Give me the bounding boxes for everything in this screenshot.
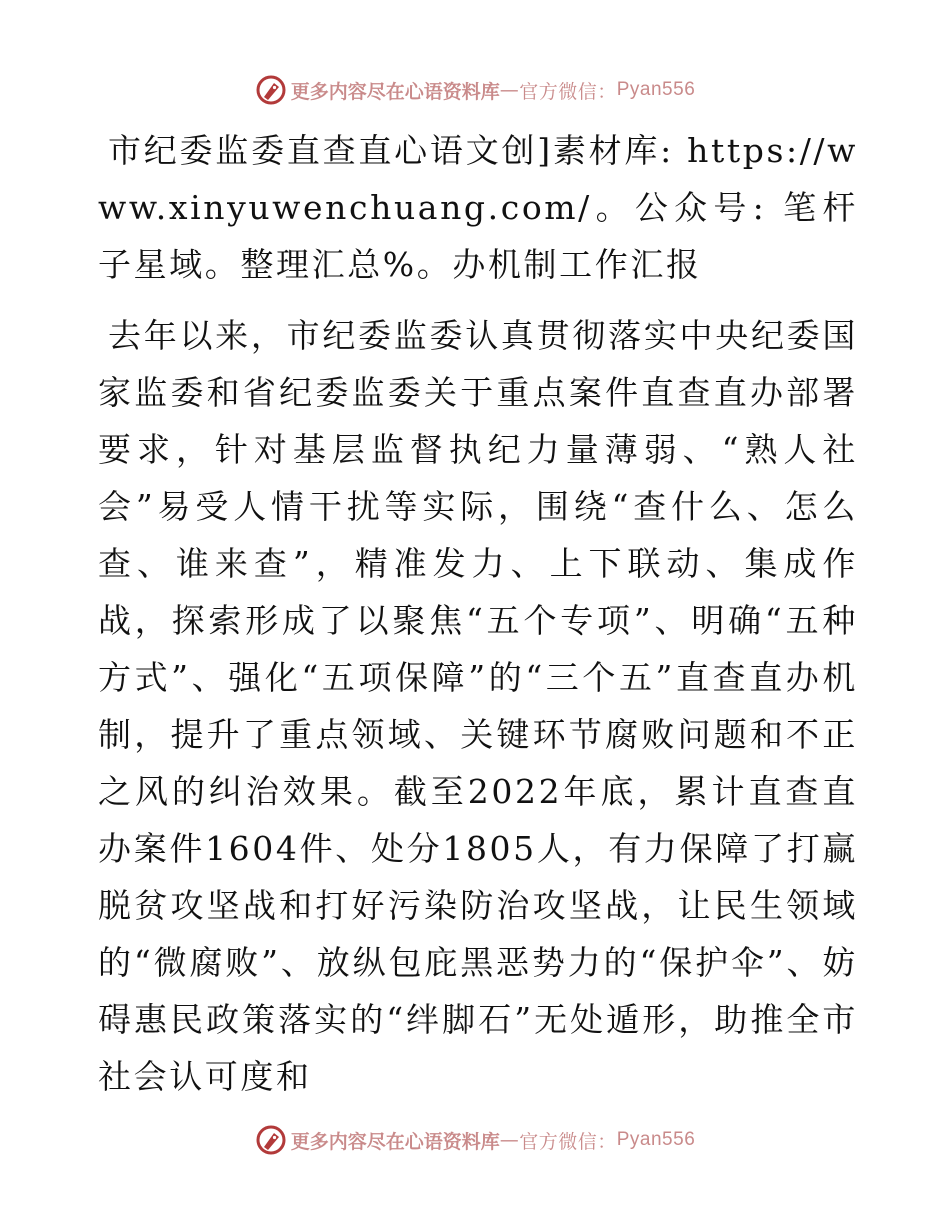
watermark-dash: — — [499, 1129, 520, 1151]
watermark-main-text: 更多内容尽在心语资料库 — [290, 1130, 500, 1153]
watermark-dash: — — [499, 79, 520, 101]
document-body-paragraph: 去年以来，市纪委监委认真贯彻落实中央纪委国家监委和省纪委监委关于重点案件直查直办部署要求，针对基层监督执纪力量薄弱、“熟人社会”易受人情干扰等实际，围绕“查什么、怎么查、谁来查”，精准发力、上下联动、集成作战，探索形成了以聚焦“五个专项”、明确“五种方式”、强化“五项保障”的“三个五”直查直办机制，提升了重点领域、关键环节腐败问题和不正之风的纠治效果。截至2022年底，累计直查直办案件1604件、处分1805人，有力保障了打赢脱贫攻坚战和打好污染防治攻坚战，让民生领域的“微腐败”、放纵包庇黑恶势力的“保护伞”、妨碍惠民政策落实的“绊脚石”无处遁形，助推全市社会认可度和 — [98, 316, 858, 1096]
footer-watermark — [0, 1120, 950, 1160]
pen-nib-logo-icon — [255, 1124, 287, 1156]
header-watermark — [0, 70, 950, 110]
watermark-main-text: 更多内容尽在心语资料库 — [290, 80, 500, 103]
watermark-wechat-id: Pyan556 — [616, 1129, 696, 1150]
watermark-wechat-id: Pyan556 — [616, 79, 696, 100]
watermark-wechat-label: 官方微信： — [519, 80, 617, 103]
pen-nib-logo-icon — [255, 74, 287, 106]
document-content — [98, 122, 858, 1105]
watermark-wechat-label: 官方微信： — [519, 1130, 617, 1153]
document-title-paragraph: 市纪委监委直查直心语文创]素材库: https://www.xinyuwenchuang.com/。公众号: 笔杆子星域。整理汇总%。办机制工作汇报 — [98, 131, 858, 284]
